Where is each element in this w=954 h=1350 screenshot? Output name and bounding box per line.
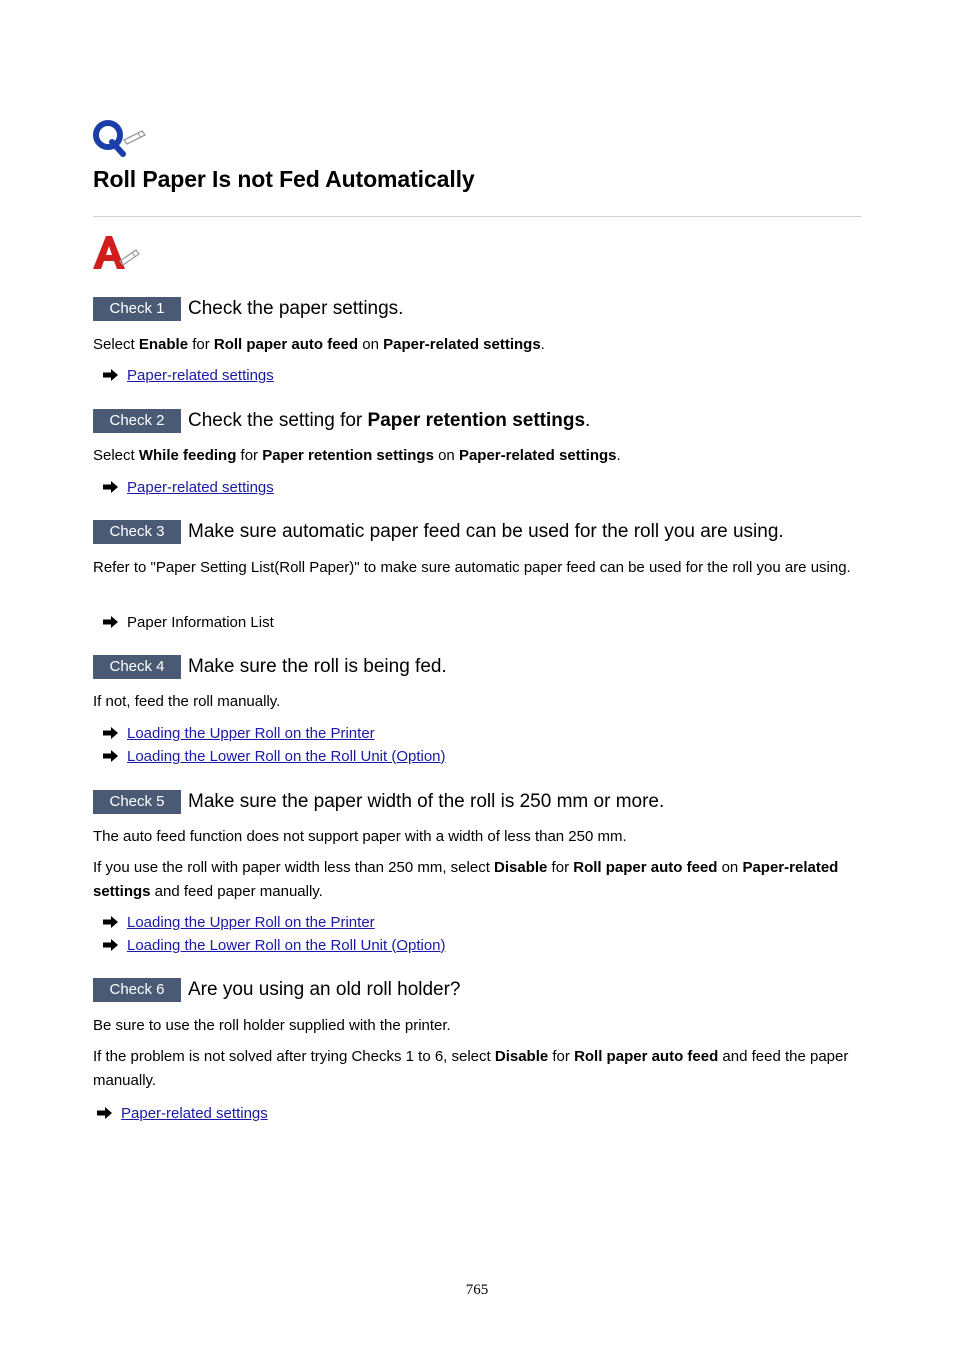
check-heading: Check the setting for Paper retention settings. [188,410,591,431]
link-row [103,477,274,497]
check-6-note: Be sure to use the roll holder supplied with the printer. [93,1017,451,1034]
check-4-header [93,655,447,679]
loading-lower-roll-link[interactable]: Loading the Lower Roll on the Roll Unit (Option) [127,936,446,954]
arrow-right-icon [103,369,118,381]
link-row [103,365,274,385]
check-heading: Are you using an old roll holder? [188,979,461,1000]
loading-upper-roll-link[interactable]: Loading the Upper Roll on the Printer [127,724,375,742]
check-2-header [93,409,590,433]
check-heading: Make sure the paper width of the roll is 250 mm or more. [188,791,665,812]
page-title: Roll Paper Is not Fed Automatically [93,166,475,192]
check-badge: Check 3 [93,520,181,544]
check-badge: Check 6 [93,978,181,1002]
check-6-instruction: If the problem is not solved after trying Checks 1 to 6, select Disable for Roll paper auto feed and feed the paper manually. [93,1048,849,1089]
title-divider [93,216,861,217]
paper-information-list-text: Paper Information List [127,613,274,631]
paper-related-settings-link[interactable]: Paper-related settings [121,1104,268,1122]
link-row [103,912,375,932]
arrow-right-icon [103,481,118,493]
check-3-instruction: Refer to "Paper Setting List(Roll Paper)" to make sure automatic paper feed can be used for the roll you are using. [93,559,851,576]
answer-icon [92,235,142,271]
check-5-note: The auto feed function does not support paper with a width of less than 250 mm. [93,828,627,845]
check-6-header [93,978,461,1002]
check-badge: Check 2 [93,409,181,433]
arrow-right-icon [103,916,118,928]
arrow-right-icon [103,616,118,628]
link-row [103,746,446,766]
arrow-right-icon [97,1107,112,1119]
check-5-instruction: If you use the roll with paper width less than 250 mm, select Disable for Roll paper auto feed on Paper-related settings and feed paper manually. [93,859,839,900]
check-4-instruction: If not, feed the roll manually. [93,693,281,710]
page-number: 765 [465,1282,489,1298]
paper-related-settings-link[interactable]: Paper-related settings [127,478,274,496]
arrow-right-icon [103,939,118,951]
check-1-instruction: Select Enable for Roll paper auto feed on Paper-related settings. [93,336,545,353]
check-heading: Make sure the roll is being fed. [188,656,447,677]
check-3-header [93,520,784,544]
link-row [103,935,446,955]
check-badge: Check 1 [93,297,181,321]
link-row [103,612,274,632]
check-heading: Make sure automatic paper feed can be used for the roll you are using. [188,521,784,542]
question-icon [92,118,148,158]
check-badge: Check 4 [93,655,181,679]
check-1-header [93,297,403,321]
check-2-instruction: Select While feeding for Paper retention settings on Paper-related settings. [93,447,621,464]
arrow-right-icon [103,727,118,739]
loading-lower-roll-link[interactable]: Loading the Lower Roll on the Roll Unit (Option) [127,747,446,765]
check-badge: Check 5 [93,790,181,814]
check-5-header [93,790,664,814]
check-heading: Check the paper settings. [188,298,404,319]
link-row [97,1103,268,1123]
arrow-right-icon [103,750,118,762]
loading-upper-roll-link[interactable]: Loading the Upper Roll on the Printer [127,913,375,931]
link-row [103,723,375,743]
paper-related-settings-link[interactable]: Paper-related settings [127,366,274,384]
